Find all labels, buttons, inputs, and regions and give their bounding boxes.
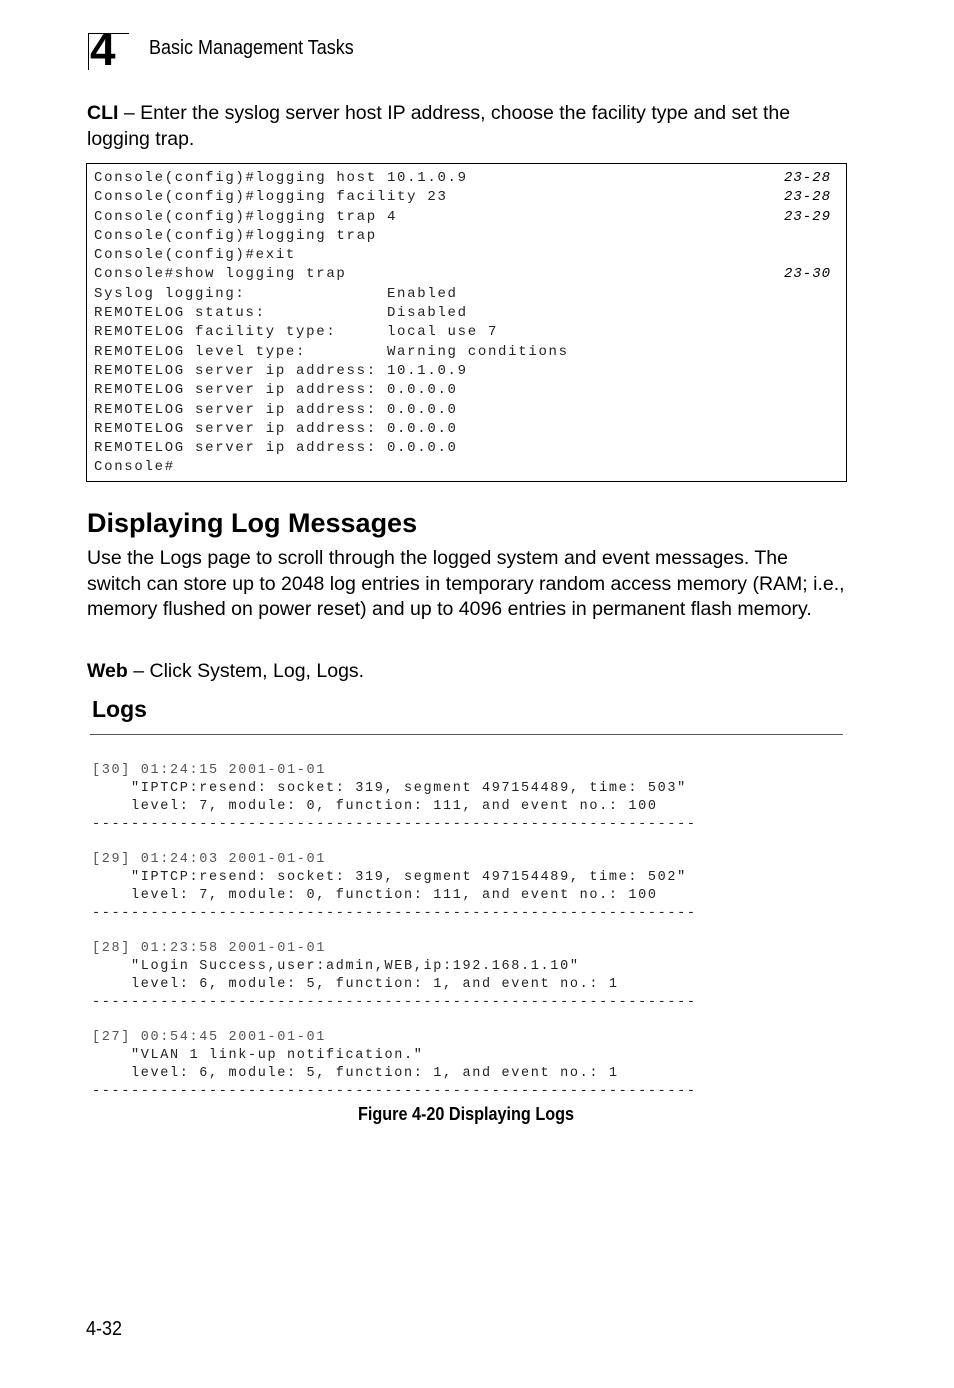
- log-entry: [92, 851, 697, 923]
- chapter-title: Basic Management Tasks: [149, 37, 354, 59]
- log-detail: level: 7, module: 0, function: 111, and event no.: 100: [92, 799, 658, 814]
- logs-title: Logs: [92, 696, 147, 722]
- cli-line: REMOTELOG server ip address: 10.1.0.9: [94, 362, 468, 379]
- cli-label: CLI: [87, 102, 119, 124]
- log-message: "IPTCP:resend: socket: 319, segment 497154489, time: 502": [92, 870, 687, 885]
- cli-line: Console(config)#logging trap 4: [94, 208, 398, 225]
- cli-line: Syslog logging: Enabled: [94, 285, 458, 302]
- cli-ref: [784, 420, 831, 439]
- cli-line: REMOTELOG server ip address: 0.0.0.0: [94, 420, 458, 437]
- log-entry: [92, 762, 697, 834]
- cli-code: [94, 169, 569, 478]
- cli-ref: [784, 439, 831, 458]
- log-separator: --------------------------------------------------------------: [92, 817, 697, 832]
- figure-caption: Figure 4-20 Displaying Logs: [357, 1104, 575, 1124]
- cli-code-box: [86, 163, 847, 482]
- cli-intro: [87, 101, 847, 152]
- cli-ref: [784, 227, 831, 246]
- cli-ref: [784, 343, 831, 362]
- web-instruction: [87, 659, 847, 685]
- log-entry: [92, 1029, 697, 1101]
- cli-ref: 23-30: [783, 266, 831, 283]
- cli-line: Console(config)#logging facility 23: [94, 189, 448, 206]
- cli-line: REMOTELOG server ip address: 0.0.0.0: [94, 382, 458, 399]
- web-text: – Click System, Log, Logs.: [127, 660, 365, 682]
- cli-ref: 23-29: [783, 208, 831, 225]
- log-header: [30] 01:24:15 2001-01-01: [92, 763, 327, 778]
- cli-ref: [784, 362, 831, 381]
- page-number: 4-32: [86, 1318, 123, 1340]
- cli-intro-text: – Enter the syslog server host IP address, choose the facility type and set the logging trap.: [87, 102, 791, 150]
- log-separator: --------------------------------------------------------------: [92, 995, 697, 1010]
- cli-ref: [784, 381, 831, 400]
- cli-ref: [784, 323, 831, 342]
- cli-line: REMOTELOG server ip address: 0.0.0.0: [94, 401, 458, 418]
- section-title: Displaying Log Messages: [87, 508, 418, 538]
- log-detail: level: 6, module: 5, function: 1, and event no.: 1: [92, 977, 619, 992]
- cli-line: Console(config)#logging host 10.1.0.9: [94, 170, 468, 186]
- cli-line: Console(config)#logging trap: [94, 227, 377, 244]
- section-body: Use the Logs page to scroll through the logged system and event messages. The switch can store up to 2048 log entries in temporary random access memory (RAM; i.e., memory flushed on power reset) and up to 4096 entries in permanent flash memory.: [87, 547, 845, 620]
- cli-ref: [784, 285, 831, 304]
- log-message: "IPTCP:resend: socket: 319, segment 497154489, time: 503": [92, 781, 687, 796]
- log-separator: --------------------------------------------------------------: [92, 906, 697, 921]
- cli-ref: 23-28: [783, 170, 831, 186]
- cli-line: REMOTELOG level type: Warning conditions: [94, 343, 569, 360]
- log-detail: level: 6, module: 5, function: 1, and event no.: 1: [92, 1066, 619, 1081]
- cli-line: REMOTELOG facility type: local use 7: [94, 324, 499, 341]
- chapter-number: 4: [90, 23, 116, 75]
- log-detail: level: 7, module: 0, function: 111, and event no.: 100: [92, 888, 658, 903]
- log-header: [28] 01:23:58 2001-01-01: [92, 941, 327, 956]
- cli-ref: [784, 246, 831, 265]
- log-entry: [92, 940, 697, 1012]
- web-label: Web: [87, 660, 128, 682]
- log-message: "Login Success,user:admin,WEB,ip:192.168.1.10": [92, 959, 580, 974]
- cli-ref: [784, 304, 831, 323]
- cli-line: Console#show logging trap: [94, 266, 347, 283]
- cli-ref: [784, 458, 831, 477]
- logs-divider: [90, 734, 843, 735]
- cli-line: REMOTELOG status: Disabled: [94, 305, 468, 322]
- cli-line: REMOTELOG server ip address: 0.0.0.0: [94, 440, 458, 457]
- cli-references: [784, 169, 831, 478]
- cli-ref: [784, 401, 831, 420]
- cli-line: Console(config)#exit: [94, 247, 297, 264]
- log-message: "VLAN 1 link-up notification.": [92, 1048, 424, 1063]
- log-separator: --------------------------------------------------------------: [92, 1084, 697, 1099]
- cli-ref: 23-28: [783, 189, 831, 206]
- log-header: [29] 01:24:03 2001-01-01: [92, 852, 327, 867]
- cli-line: Console#: [94, 459, 175, 476]
- log-header: [27] 00:54:45 2001-01-01: [92, 1030, 327, 1045]
